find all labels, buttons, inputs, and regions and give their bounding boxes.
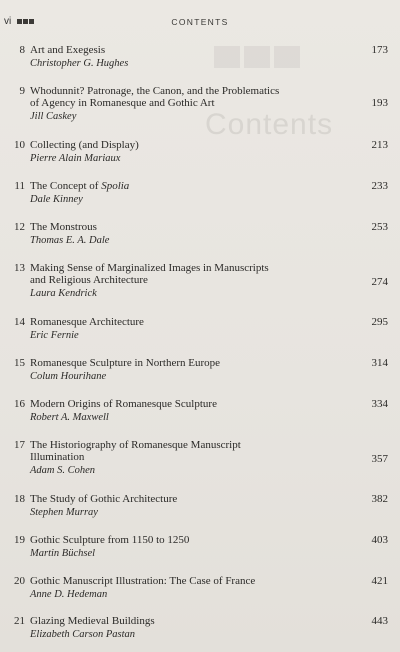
chapter-title: Collecting (and Display) — [30, 139, 139, 151]
chapter-title: Romanesque Architecture — [30, 316, 144, 328]
chapter-page: 233 — [371, 180, 388, 192]
chapter-number: 19 — [14, 534, 25, 546]
chapter-page: 443 — [371, 615, 388, 627]
chapter-number: 14 — [14, 316, 25, 328]
chapter-page: 173 — [371, 44, 388, 56]
chapter-author: Elizabeth Carson Pastan — [30, 629, 136, 640]
chapter-author: Robert A. Maxwell — [30, 412, 109, 423]
chapter-author: Stephen Murray — [30, 507, 98, 518]
chapter-author: Christopher G. Hughes — [30, 58, 129, 69]
chapter-number: 18 — [14, 493, 25, 505]
chapter-number: 8 — [19, 44, 25, 56]
chapter-title: Gothic Manuscript Illustration: The Case of France — [30, 575, 256, 587]
chapter-page: 213 — [371, 139, 388, 151]
chapter-number: 13 — [14, 262, 25, 274]
chapter-title: Art and Exegesis — [30, 44, 106, 56]
chapter-title: The Monstrous — [30, 221, 97, 233]
chapter-number: 15 — [14, 357, 25, 369]
running-head: CONTENTS — [171, 17, 229, 27]
chapter-number: 17 — [14, 439, 25, 451]
chapter-title: Modern Origins of Romanesque Sculpture — [30, 398, 217, 410]
page-header — [0, 14, 400, 30]
chapter-title: The Concept of Spolia — [30, 180, 130, 192]
chapter-title: The Historiography of Romanesque Manuscript Illumination — [30, 439, 241, 463]
chapter-author: Thomas E. A. Dale — [30, 235, 110, 246]
chapter-page: 403 — [371, 534, 388, 546]
chapter-number: 21 — [14, 615, 25, 627]
chapter-page: 382 — [371, 493, 388, 505]
chapter-number: 11 — [14, 180, 25, 192]
chapter-author: Colum Hourihane — [30, 371, 107, 382]
show-through-text: Contents — [205, 108, 334, 141]
chapter-title: Glazing Medieval Buildings — [30, 615, 155, 627]
chapter-page: 357 — [371, 453, 388, 465]
page-number: vi — [4, 16, 12, 27]
chapter-title: Whodunnit? Patronage, the Canon, and the Problematics of Agency in Romanesque and Gothic Art — [30, 85, 280, 109]
chapter-title: Romanesque Sculpture in Northern Europe — [30, 357, 221, 369]
chapter-number: 20 — [14, 575, 25, 587]
chapter-author: Adam S. Cohen — [30, 465, 96, 476]
chapter-number: 10 — [14, 139, 25, 151]
chapter-page: 314 — [371, 357, 388, 369]
chapter-number: 12 — [14, 221, 25, 233]
chapter-page: 334 — [371, 398, 388, 410]
chapter-number: 16 — [14, 398, 25, 410]
chapter-page: 253 — [371, 221, 388, 233]
chapter-page: 295 — [371, 316, 388, 328]
chapter-title: Gothic Sculpture from 1150 to 1250 — [30, 534, 190, 546]
chapter-author: Martin Büchsel — [30, 548, 96, 559]
chapter-author: Dale Kinney — [30, 194, 83, 205]
chapter-title: Making Sense of Marginalized Images in Manuscripts and Religious Architecture — [30, 262, 269, 286]
chapter-author: Anne D. Hedeman — [30, 589, 108, 600]
chapter-title: The Study of Gothic Architecture — [30, 493, 178, 505]
chapter-page: 421 — [371, 575, 388, 587]
chapter-page: 193 — [371, 97, 388, 109]
chapter-author: Eric Fernie — [30, 330, 79, 341]
chapter-page: 274 — [371, 276, 388, 288]
chapter-number: 9 — [19, 85, 25, 97]
chapter-author: Jill Caskey — [30, 111, 77, 122]
chapter-author: Laura Kendrick — [30, 288, 97, 299]
chapter-author: Pierre Alain Mariaux — [30, 153, 121, 164]
